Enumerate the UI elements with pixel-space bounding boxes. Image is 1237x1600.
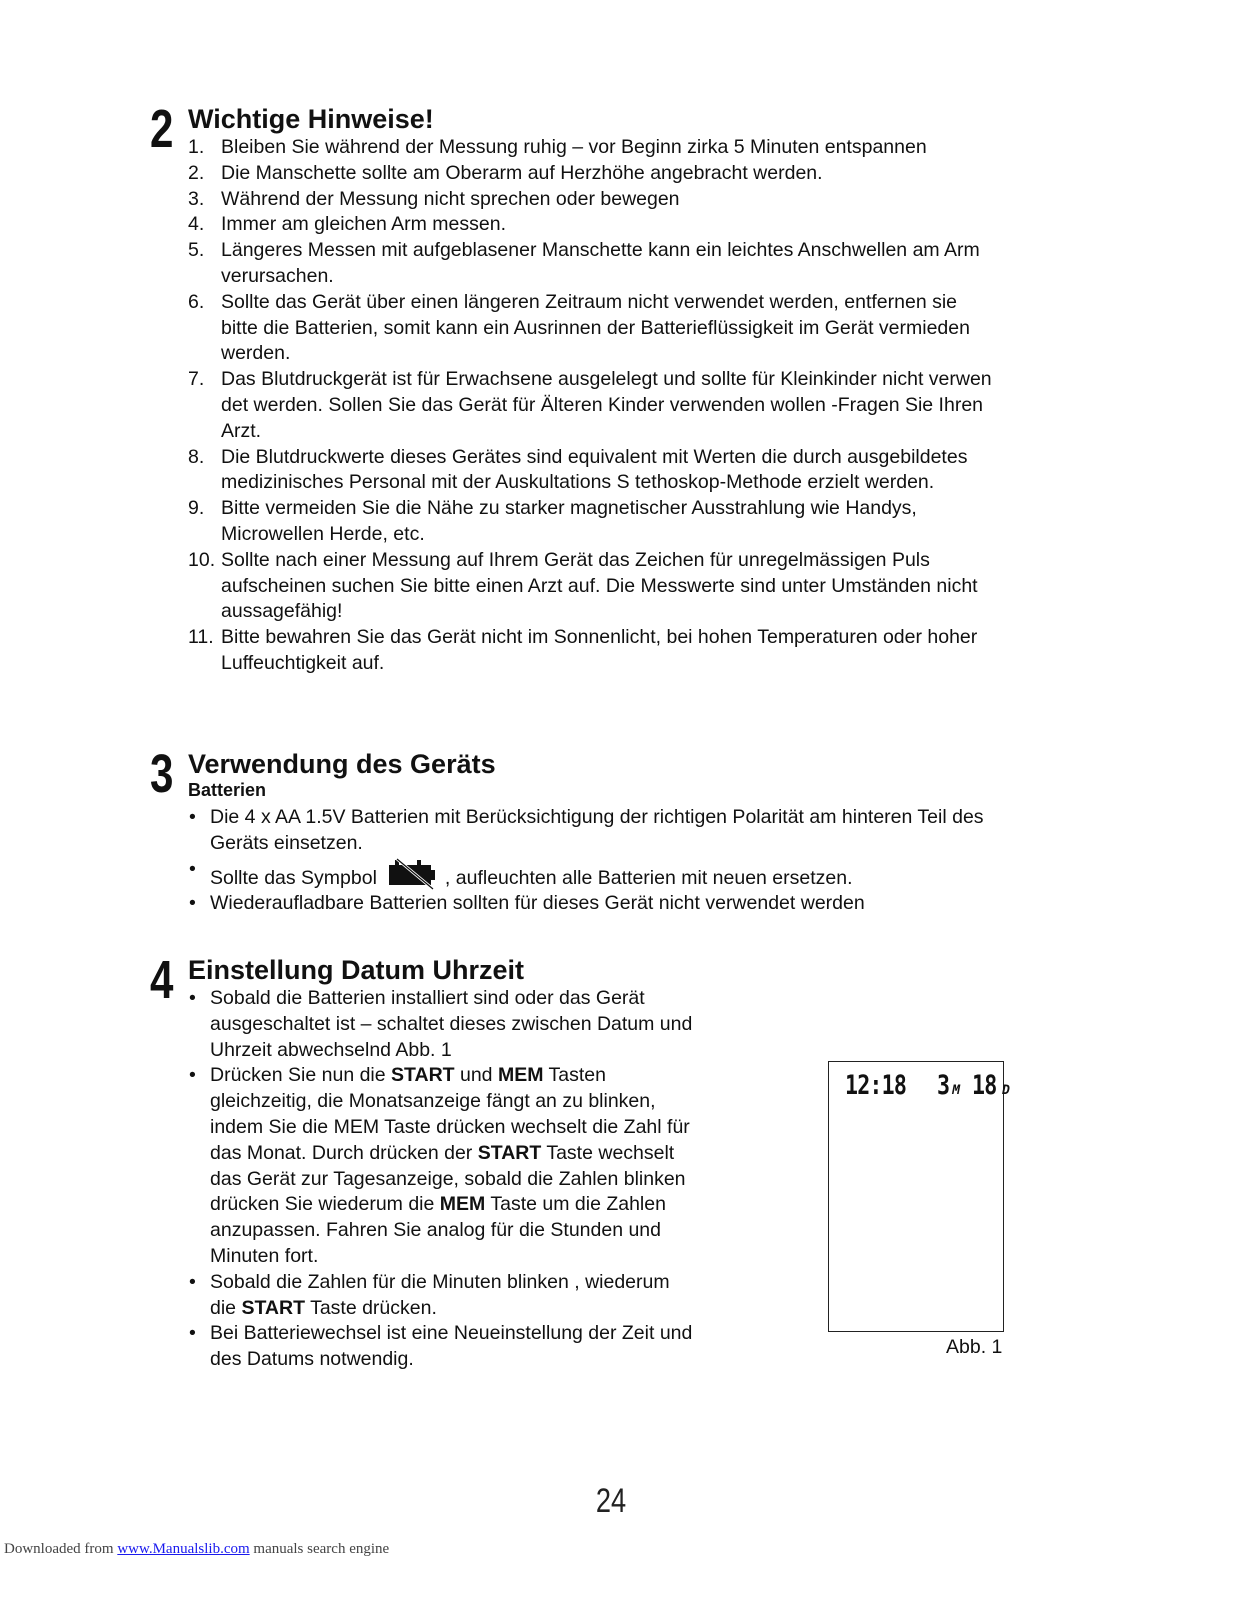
lcd-day: 18 [971, 1070, 997, 1101]
lcd-month: 3 [936, 1070, 950, 1101]
lcd-month-unit: M [952, 1083, 961, 1098]
list-item: 1. Bleiben Sie während der Messung ruhig – vor Beginn zirka 5 Minuten entspannen [188, 136, 927, 158]
section-device-usage [150, 744, 1010, 915]
manualslib-link[interactable]: www.Manualslib.com [117, 1541, 250, 1557]
list-item: 8. Die Blutdruckwerte dieses Gerätes sind equivalent mit Werten die durch ausgebildetes medizinisches Personal mit der Auskultations S tethoskop-Methode erzielt werden. [188, 445, 968, 494]
section-number: 4 [150, 950, 172, 1010]
list-item: • Wiederaufladbare Batterien sollten für dieses Gerät nicht verwendet werden [189, 892, 865, 915]
mem-key-label: MEM [497, 1064, 544, 1087]
start-key-label: START [391, 1064, 455, 1087]
list-item: • Sobald die Zahlen für die Minuten blinken , wiederum die START Taste drücken. [189, 1270, 670, 1319]
section-title: Verwendung des Geräts [188, 749, 496, 779]
list-item: • Sollte das Sympbol , aufleuchten alle Batterien mit neuen ersetzen. [189, 857, 853, 889]
list-item: • Bei Batteriewechsel ist eine Neueinstellung der Zeit und des Datums notwendig. [189, 1322, 693, 1371]
lcd-time: 12:18 [845, 1070, 907, 1101]
list-item: 2. Die Manschette sollte am Oberarm auf Herzhöhe angebracht werden. [188, 161, 823, 184]
list-item: • Drücken Sie nun die START und MEM Tasten gleichzeitig, die Monatsanzeige fängt an zu blinken, indem Sie die MEM Taste drücken wechselt die Zahl für das Monat. Durch drücken der START Taste wechselt das Gerät zur Tagesanzeige, sobald die Zahlen blinken drücken Sie wiederum die MEM Taste um die Zahlen anzupassen. Fahren Sie analog für die Stunden und Minuten fort. [189, 1064, 690, 1267]
start-key-label: START [477, 1141, 542, 1164]
section-title: Wichtige Hinweise! [188, 104, 434, 134]
section-number: 3 [150, 744, 172, 804]
list-item: 6. Sollte das Gerät über einen längeren Zeitraum nicht verwendet werden, entfernen sie bitte die Batterien, somit kann ein Ausrinnen der Batterieflüssigkeit im Gerät vermieden werden. [188, 290, 970, 365]
list-item: 5. Längeres Messen mit aufgeblasener Manschette kann ein leichtes Anschwellen am Arm verursachen. [188, 239, 980, 287]
section-number: 2 [150, 99, 172, 159]
figure-caption: Abb. 1 [946, 1336, 1003, 1358]
lcd-readout [845, 1070, 1010, 1101]
list-item: • Sobald die Batterien installiert sind oder das Gerät ausgeschaltet ist – schaltet dieses zwischen Datum und Uhrzeit abwechselnd Abb. 1 [189, 987, 693, 1061]
section-important-notes [150, 99, 1010, 704]
section-title: Einstellung Datum Uhrzeit [188, 955, 525, 985]
mem-key-label: MEM [439, 1193, 486, 1216]
list-item: 9. Bitte vermeiden Sie die Nähe zu starker magnetischer Ausstrahlung wie Handys, Microwellen Herde, etc. [188, 497, 917, 545]
lcd-day-unit: D [1002, 1083, 1010, 1098]
list-item: 11. Bitte bewahren Sie das Gerät nicht im Sonnenlicht, bei hohen Temperaturen oder hoher Luffeuchtigkeit auf. [188, 626, 978, 674]
battery-low-icon [387, 857, 437, 891]
download-footer: Downloaded from www.Manualslib.com manuals search engine [4, 1541, 390, 1557]
list-item: 3. Während der Messung nicht sprechen oder bewegen [188, 187, 680, 210]
start-key-label: START [241, 1296, 305, 1319]
date-time-list [188, 986, 698, 1373]
battery-list [188, 805, 1010, 917]
lcd-display-figure [828, 1061, 1010, 1332]
list-item: 4. Immer am gleichen Arm messen. [188, 213, 507, 236]
list-item: 10. Sollte nach einer Messung auf Ihrem Gerät das Zeichen für unregelmässigen Puls aufscheinen suchen Sie bitte einen Arzt auf. Die Messwerte sind unter Umständen nicht aussagefähig! [188, 548, 978, 623]
section-subtitle: Batterien [188, 780, 267, 800]
page-number: 24 [595, 1482, 627, 1520]
list-item: • Die 4 x AA 1.5V Batterien mit Berücksichtigung der richtigen Polarität am hinteren Teil des Geräts einsetzen. [189, 806, 984, 854]
notes-list [188, 135, 993, 677]
list-item: 7. Das Blutdruckgerät ist für Erwachsene ausgelelegt und sollte für Kleinkinder nicht verwen det werden. Sollen Sie das Gerät für Älteren Kinder verwenden wollen -Fragen Sie Ihren Arzt. [188, 368, 992, 442]
